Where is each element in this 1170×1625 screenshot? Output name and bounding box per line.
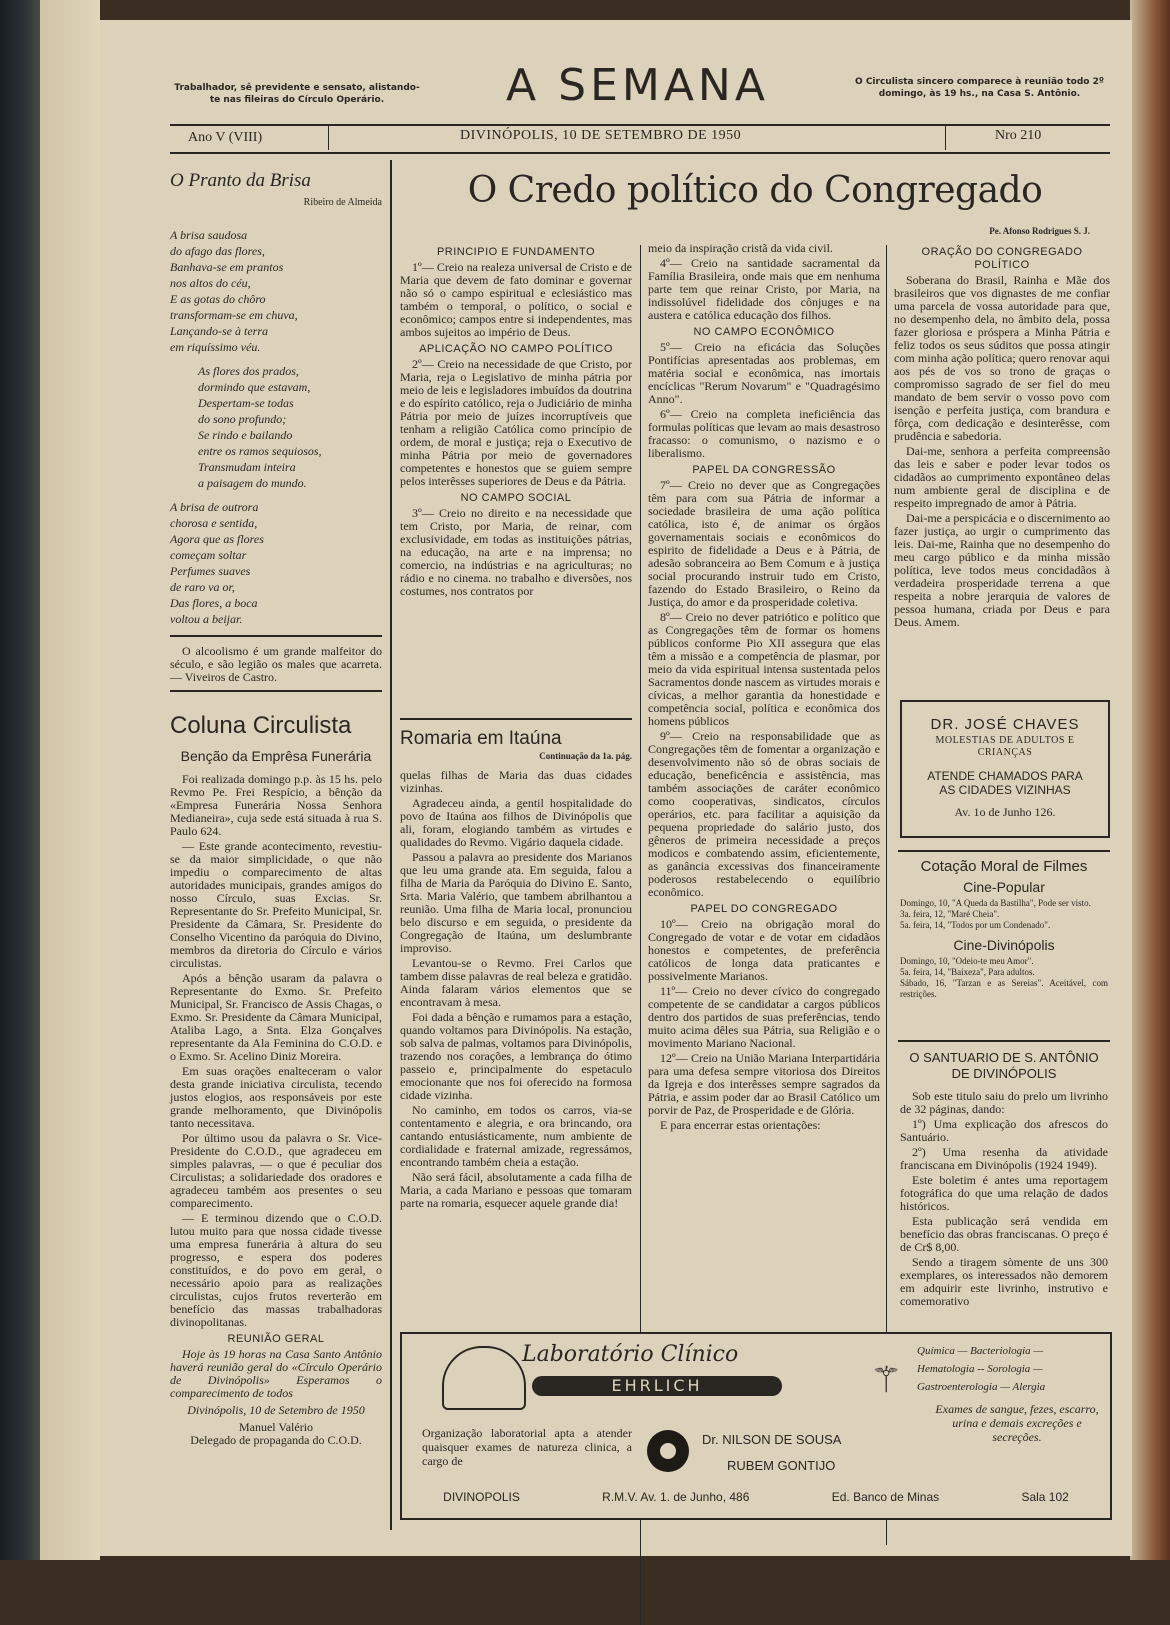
film-listing: 3a. feira, 12, "Maré Cheia". <box>900 909 1000 919</box>
credo-article: 8º— Creio no dever patriótico e político que as Congregações têm de formar os homens públicos conforme Pio XII assegura que elas têm a missão e a competência de plasmar, por meio da vida espiritual intensa sustentada pelos Sacramentos donde nascem as virtudes morais e cívicas, a melhor garantia da honestidade e competência social, política e econômica dos homens públicos <box>648 610 880 728</box>
poem-line: Se rindo e bailando <box>198 428 293 442</box>
coluna-circulista <box>170 712 382 1447</box>
romaria-paragraph: quelas filhas de Maria das duas cidades vizinhas. <box>400 768 632 795</box>
poem-line: Despertam-se todas <box>198 396 294 410</box>
coluna-signature-role: Delegado de propaganda do C.O.D. <box>190 1433 362 1447</box>
santuario-paragraph: Sendo a tiragem sòmente de uns 300 exemplares, os interessados não demorem em adquirir este livrinho, instrutivo e comemorativo <box>900 1255 1108 1308</box>
credo-heading: NO CAMPO ECONÔMICO <box>693 326 835 338</box>
credo-article: 5º— Creio na eficácia das Soluções Pontifícias apresentadas aos problemas, em matéria social e econômica, nas imortais encíclicas "Rerum Novarum" e "Quadragésimo Anno". <box>648 340 880 406</box>
credo-article: E para encerrar estas orientações: <box>660 1118 821 1132</box>
oracao-section <box>894 242 1110 631</box>
credo-heading: APLICAÇÃO NO CAMPO POLÍTICO <box>419 343 613 355</box>
santuario-paragraph: Este boletim é antes uma reportagem fotográfica do que uma relação de dados históricos. <box>900 1173 1108 1213</box>
santuario-section <box>900 1050 1108 1310</box>
poem-line: A brisa de outrora <box>170 500 259 514</box>
poem-stanza <box>170 499 382 627</box>
lab-seal-icon <box>647 1430 689 1472</box>
lab-doctor: Dr. NILSON DE SOUSA <box>702 1432 842 1447</box>
section-rule <box>898 1040 1110 1042</box>
romaria-paragraph: Foi dada a bênção e rumamos para a estação, quando voltamos para Divinópolis. Na estação, sob salva de palmas, voltamos para Divinópolis, trazendo nos corações, a lembrança do ótimo passeio e, principalmente do espetaculo emocionante que nos foi oferecido na formosa cidade vizinha. <box>400 1010 632 1102</box>
poem-section <box>170 170 382 698</box>
romaria-paragraph: Não será fácil, absolutamente a cada filha de Maria, a cada Mariano e pessoas que tomaram parte na romaria, esquecer aquele grande dia! <box>400 1170 632 1210</box>
credo-heading: PRINCIPIO E FUNDAMENTO <box>436 246 596 258</box>
poem-line: a paisagem do mundo. <box>198 476 307 490</box>
masthead-right-note: O Circulista sincero comparece à reunião todo 2º domingo, às 19 hs., na Casa S. Antônio. <box>855 77 1104 99</box>
film-listing: Domingo, 10, "A Queda da Bastilha", Pode ser visto. <box>900 898 1091 908</box>
romaria-continuation: Continuação da 1a. pág. <box>539 751 632 761</box>
alcoholism-quote: O alcoolismo é um grande malfeitor do século, e são legião os males que acarreta. — Viveiros de Castro. <box>170 644 382 684</box>
section-rule <box>170 690 382 692</box>
masthead-title: A SEMANA <box>506 60 769 111</box>
poem-line: Perfumes suaves <box>170 564 251 578</box>
romaria-paragraph: Agradeceu ainda, a gentil hospitalidade do povo de Itaúna aos filhos de Divinópolis que ali, foram, elogiando também as virtudes e qualidades do Revmo. Vigário daquela cidade. <box>400 796 632 849</box>
credo-article: 10º— Creio na obrigação moral do Congregado de votar e de votar em cidadãos honestos e competentes, de preferência católicos de longa data praticantes e possivelmente Marianos. <box>648 917 880 983</box>
coluna-subtitle: Benção da Emprêsa Funerária <box>180 748 372 764</box>
chaves-ad <box>900 700 1110 838</box>
poem-line: nos altos do céu, <box>170 276 251 290</box>
poem-line: chorosa e sentida, <box>170 516 258 530</box>
poem-author: Ribeiro de Almeida <box>303 197 382 208</box>
santuario-paragraph: Esta publicação será vendida em benefício das obras franciscanas. O preço é de Cr$ 8,00. <box>900 1214 1108 1254</box>
romaria-paragraph: Passou a palavra ao presidente dos Marianos que leu uma grande ata. Em seguida, falou a filha de Maria da Paróquia do Divino E. Santo, Srta. Maria Valério, que tambem abrilhantou a reunião. Uma filha de Maria local, pronunciou belo discurso e em seguida, o presidente da Congregação de Itaúna, um deslumbrante improviso. <box>400 850 632 955</box>
romaria-article <box>400 728 632 1212</box>
poem-line: As flores dos prados, <box>198 364 299 378</box>
credo-article: 4º— Creio na santidade sacramental da Família Brasileira, onde mais que em nenhuma parte tem que reinar Cristo, por Maria, na indissolúvel fidelidade dos cônjuges e na austera e católica educação dos filhos. <box>648 256 880 322</box>
coluna-date: Divinópolis, 10 de Setembro de 1950 <box>187 1403 365 1417</box>
oracao-paragraph: Dai-me a perspicácia e o discernimento ao fazer justiça, ao urgir o cumprimento das leis. Dai-me, Rainha que no desempenho do meu cargo público e da minha missão política, leve todos meus concidadãos à verdadeira prosperidade terrena a que respeita a nobre jerarquia de valores de pessoa humana, criada por Deus e para Deus. Amem. <box>894 511 1110 629</box>
newspaper-page <box>100 20 1132 1556</box>
masthead-left-note: Trabalhador, sê previdente e sensato, alistando-te nas fileiras do Círculo Operário. <box>174 83 420 105</box>
santuario-paragraph: Sob este titulo saiu do prelo um livrinho de 32 páginas, dando: <box>900 1089 1108 1116</box>
romaria-paragraph: No caminho, em todos os carros, via-se contentamento e alegria, e ora brincando, ora cantando entusiásticamente, num ambiente de cordialidade e fraternal amizade, regressámos, encontrando também cheia a estação. <box>400 1103 632 1169</box>
romaria-title: Romaria em Itaúna <box>400 728 562 749</box>
section-rule <box>170 635 382 637</box>
book-edge <box>1130 0 1170 1560</box>
lab-name-banner: EHRLICH <box>532 1376 782 1396</box>
masthead-rule-top <box>170 124 1110 126</box>
column-divider <box>390 160 392 1530</box>
credo-heading: PAPEL DA CONGRESSÃO <box>692 464 836 476</box>
poem-line: do sono profundo; <box>198 412 287 426</box>
microscope-icon <box>442 1346 526 1410</box>
romaria-paragraph: Levantou-se o Revmo. Frei Carlos que tambem disse palavras de real beleza e gratidão. Ainda falaram vários elementos que se encontravam à mesa. <box>400 956 632 1009</box>
lab-ad <box>400 1332 1112 1520</box>
lab-exams: Exames de sangue, fezes, escarro, urina e demais excreções e secreções. <box>935 1402 1099 1444</box>
poem-title: O Pranto da Brisa <box>170 170 311 191</box>
santuario-paragraph: 2º) Uma resenha da atividade franciscana em Divinópolis (1924 1949). <box>900 1145 1108 1172</box>
poem-line: Banhava-se em prantos <box>170 260 284 274</box>
credo-column-2 <box>648 242 880 1134</box>
lab-emblem-icon: ⚚ <box>870 1360 903 1400</box>
lab-service: Hematologia -- Sorologia — <box>917 1363 1043 1375</box>
credo-article: meio da inspiração cristã da vida civil. <box>648 241 833 255</box>
film-listing: 5a. feira, 14, "Baixeza", Para adultos. <box>900 967 1035 977</box>
coluna-title: Coluna Circulista <box>170 712 352 739</box>
credo-heading: NO CAMPO SOCIAL <box>460 492 572 504</box>
credo-article: 11º— Creio no dever cívico do congregado competente de se candidatar a cargos públicos dentro dos partidos de suas preferências, tendo muito acima dêles sua Pátria, sua Religião e o movimento Mariano Nacional. <box>648 984 880 1050</box>
cinema-name: Cine-Popular <box>963 879 1045 895</box>
poem-line: entre os ramos sequiosos, <box>198 444 322 458</box>
coluna-paragraph: Em suas orações enalteceram o valor desta grande iniciativa circulista, tecendo justos elogios, aos responsáveis por este grande melhoramento, que Divinópolis tanto necessitava. <box>170 1064 382 1130</box>
lab-city: DIVINOPOLIS <box>443 1490 520 1504</box>
coluna-paragraph: Por último usou da palavra o Sr. Vice-Presidente do C.O.D., que agradeceu em simples palavras, — o que é peculiar dos Circulistas; a solidariedade dos oradores e agradeceu também aos presentes o seu comparecimento. <box>170 1131 382 1210</box>
lab-room: Sala 102 <box>1021 1490 1069 1504</box>
poem-stanza <box>170 363 382 491</box>
lab-doctor: RUBEM GONTIJO <box>727 1458 836 1473</box>
reuniao-heading: REUNIÃO GERAL <box>227 1333 325 1345</box>
oracao-paragraph: Dai-me, senhora a perfeita compreensão das leis e saber e poder levar todos os cidadãos ao cumprimento expontâneo delas num ambiente geral de disciplina e de respeito impregnado de amor à Pátria. <box>894 444 1110 510</box>
poem-stanza <box>170 227 382 355</box>
oracao-heading: ORAÇÃO DO CONGREGADO POLÍTICO <box>921 246 1083 271</box>
main-headline: O Credo político do Congregado <box>467 170 1043 211</box>
masthead-divider <box>328 126 329 150</box>
credo-article: 7º— Creio no dever que as Congregações têm para com sua Pátria de informar a sociedade brasileira de uma ação política católica, isto é, de animar os órgãos governamentais sociais e econômicos do espirito de fidelidade a Deus e à Pátria, de adesão sobranceira ao Bem Comum e à justiça social procurando instruir tudo em Cristo, fazendo do Estado Brasileiro, o Reino da Justiça, do amor e da prosperidade coletiva. <box>648 478 880 609</box>
poem-line: E as gotas do chôro <box>170 292 266 306</box>
chaves-line: ATENDE CHAMADOS PARA <box>927 769 1083 783</box>
oracao-paragraph: Soberana do Brasil, Rainha e Mãe dos brasileiros que vos dignastes de me confiar uma parcela de vossa autoridade para que, no desempenho dela, no âmbito dela, possa fazer gloriosa e próspera a Minha Pátria e feliz todos os seus súditos que possa atingir com minha ação política; quero renovar aqui aos pés de vos so trono de graças o compromisso sagrado de ser fiel do meu mandato de bem servir o vosso povo com isenção e perfeita justiça, com brandura e fôrça, com dedicação e desinterêsse, com prudência e sabedoria. <box>894 273 1110 443</box>
lab-service: Química — Bacteriologia — <box>917 1345 1044 1357</box>
poem-line: Das flores, a boca <box>170 596 258 610</box>
masthead-divider <box>945 126 946 150</box>
poem-line: de raro va or, <box>170 580 235 594</box>
poem-line: em riquíssimo véu. <box>170 340 261 354</box>
poem-line: Agora que as flores <box>170 532 264 546</box>
section-rule <box>898 850 1110 852</box>
coluna-paragraph: Foi realizada domingo p.p. às 15 hs. pelo Revmo Pe. Frei Respício, a bênção da «Empresa Funerária Nossa Senhora Medianeira», cuja sede está situada à rua S. Paulo 624. <box>170 772 382 838</box>
credo-article: 6º— Creio na completa ineficiência das formulas políticas que levam ao mais desastroso fracasso: o comunismo, o nazismo e o liberalismo. <box>648 407 880 460</box>
credo-article: 12º— Creio na União Mariana Interpartidária para uma defesa sempre vitoriosa dos Direitos da Igreja e dos interêsses sempre sagrados da Pátria, e assim poder dar ao Brasil Católico um porvir de Paz, de Prosperidade e de Glória. <box>648 1051 880 1117</box>
chaves-address: Av. 1o de Junho 126. <box>954 805 1056 819</box>
film-listing: Sábado, 16, "Tarzan e as Sereias". Aceitável, com restrições. <box>900 978 1108 999</box>
headline-author: Pe. Afonso Rodrigues S. J. <box>989 226 1090 236</box>
poem-line: transformam-se em chuva, <box>170 308 298 322</box>
issue-number: Nro 210 <box>995 128 1042 143</box>
filmes-section <box>900 860 1108 1000</box>
lab-footer <box>402 1490 1110 1504</box>
filmes-title: Cotação Moral de Filmes <box>920 858 1088 875</box>
poem-line: do afago das flores, <box>170 244 265 258</box>
lab-building: Ed. Banco de Minas <box>831 1490 940 1504</box>
reuniao-text: Hoje às 19 horas na Casa Santo Antônio haverá reunião geral do «Círculo Operário de Divinópolis» Esperamos o comparecimento de todos <box>170 1347 382 1400</box>
coluna-paragraph: — Este grande acontecimento, revestiu-se da maior simplicidade, o que não impediu o comparecimento de altas autoridades municipais, grandes amigos do nosso Círculo, suas Excias. Sr. Representante do Sr. Prefeito Municipal, Sr. Presidente da Câmara, Sr. Presidente do Conselho Vicentino da paróquia do Divino, membros da diretoria do Círculo e vários circulistas. <box>170 839 382 970</box>
lab-script-title: Laboratório Clínico <box>522 1342 739 1367</box>
credo-heading: PAPEL DO CONGREGADO <box>690 903 838 915</box>
dateline: DIVINÓPOLIS, 10 DE SETEMBRO DE 1950 <box>460 128 742 143</box>
credo-article: 2º— Creio na necessidade de que Cristo, por Maria, reja o Legislativo de minha pátria por meio de leis e legisladores imbuídos da doutrina e do espírito católico, reja o Judiciário de minha Pátria por meio de juízes incorruptíveis que tenham a religião Católica como princípio de ordem, de moral e justiça; reja o Executivo de minha Pátria por meio de governadores competentes e honestos que se guiem sempre pelos interêsses superiores de Deus e da Pátria. <box>400 357 632 488</box>
poem-line: A brisa saudosa <box>170 228 248 242</box>
cinema-name: Cine-Divinópolis <box>953 937 1055 953</box>
section-rule <box>400 718 632 720</box>
chaves-name: DR. JOSÉ CHAVES <box>930 716 1080 733</box>
credo-article: 9º— Creio na responsabilidade que as Congregações têm de fomentar a organização e desenvolvimento não só de obras sociais de educação, beneficência e assistência, mas também associações de caráter econômico como cooperativas, sindicatos, círculos operários, etc. para facilitar a aquisição da pequena propriedade do salário justo, dos gêneros de primeira necessidade a preços modicos e combatendo assim, eficientemente, as ganância excessivas dos financeiramente poderosos restabelecendo o equilíbrio econômico. <box>648 729 880 899</box>
credo-article: 1º— Creio na realeza universal de Cristo e de Maria que devem de fato dominar e governar não só o campo espiritual e eclesiástico mas também o temporal, o político, o social e econômico; campos entre si independentes, mas ambos sujeitos ao império de Deus. <box>400 260 632 339</box>
chaves-specialty: MOLESTIAS DE ADULTOS E CRIANÇAS <box>935 735 1075 758</box>
credo-column-1 <box>400 242 632 600</box>
poem-line: Transmudam inteira <box>198 460 296 474</box>
coluna-signature: Manuel Valério <box>238 1420 314 1434</box>
poem-line: dormindo que estavam, <box>198 380 311 394</box>
book-binding <box>0 0 40 1560</box>
chaves-line: AS CIDADES VIZINHAS <box>939 783 1071 797</box>
lab-address: R.M.V. Av. 1. de Junho, 486 <box>602 1490 750 1504</box>
poem-line: Lançando-se à terra <box>170 324 268 338</box>
lab-service: Gastroenterologia — Alergia <box>917 1381 1046 1393</box>
page-gutter <box>40 0 100 1560</box>
lab-organization: Organização laboratorial apta a atender quaisquer exames de natureza clinica, a cargo de <box>422 1426 632 1468</box>
lab-services <box>917 1342 1045 1396</box>
coluna-paragraph: — E terminou dizendo que o C.O.D. lutou muito para que nossa cidade tivesse uma empresa funerária à altura do seu progresso, e espera dos poderes constituídos, e do povo em geral, o necessário apoio para as realizações circulistas, cujos frutos reverterão em benefício das massas trabalhadoras divinopolitanas. <box>170 1211 382 1329</box>
credo-article: 3º— Creio no direito e na necessidade que tem Cristo, por Maria, de reinar, com exclusividade, em todas as instituições pátrias, na educação, na arte e na imprensa; no comercio, na indústrias e na agriculturas; no rádio e no cinema. no trabalho e diversões, nos costumes, nos contratos por <box>400 506 632 598</box>
santuario-paragraph: 1º) Uma explicação dos afrescos do Santuário. <box>900 1117 1108 1144</box>
poem-line: começam soltar <box>170 548 247 562</box>
coluna-paragraph: Após a bênção usaram da palavra o Representante do Exmo. Sr. Prefeito Municipal, Sr. Francisco de Assis Chagas, o Exmo. Sr. Presidente da Câmara Municipal, Ataliba Lago, a Snta. Elza Gonçalves representante da Ala Feminina do C.O.D. e o Exmo. Sr. Acelino Diniz Moreira. <box>170 971 382 1063</box>
film-listing: Domingo, 10, "Odeio-te meu Amor". <box>900 956 1034 966</box>
santuario-title: O SANTUARIO DE S. ANTÔNIO DE DIVINÓPOLIS <box>909 1050 1099 1081</box>
volume-label: Ano V (VIII) <box>188 130 263 145</box>
film-listing: 5a. feira, 14, "Todos por um Condenado". <box>900 920 1051 930</box>
poem-line: voltou a beijar. <box>170 612 243 626</box>
masthead-rule-bottom <box>170 152 1110 154</box>
